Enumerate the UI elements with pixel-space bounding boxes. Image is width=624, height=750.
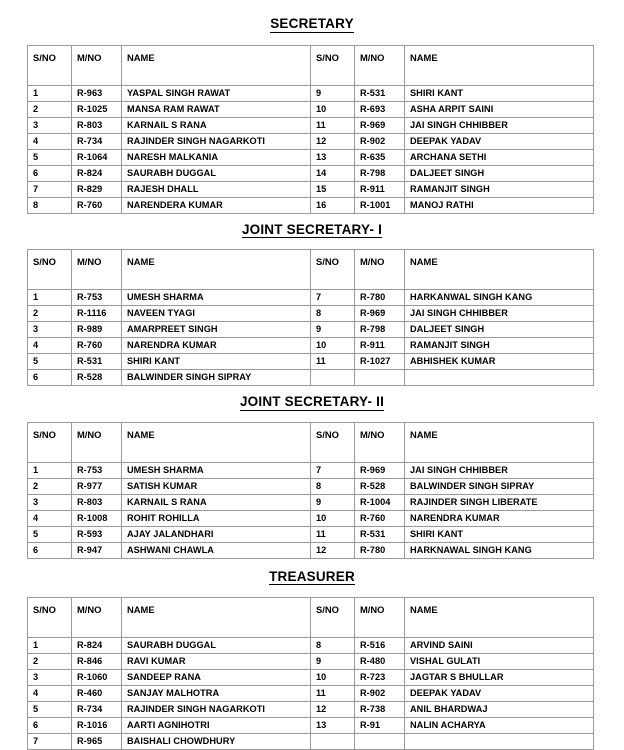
cell-sno2: 9 [311,494,355,510]
column-header-sno: S/NO [28,45,72,85]
cell-name: RAJESH DHALL [122,181,311,197]
column-header-name2: NAME [405,45,594,85]
cell-mno2: R-528 [355,478,405,494]
cell-sno: 4 [28,338,72,354]
cell-mno2: R-780 [355,290,405,306]
cell-name: RAJINDER SINGH NAGARKOTI [122,133,311,149]
cell-sno: 8 [28,197,72,213]
table-row [28,510,594,526]
table-header [28,422,594,462]
cell-name2: SHIRI KANT [405,526,594,542]
table-body [28,85,594,213]
section-title [0,559,624,598]
cell-sno: 4 [28,133,72,149]
cell-name: UMESH SHARMA [122,290,311,306]
cell-mno: R-1116 [72,306,122,322]
cell-mno2: R-969 [355,462,405,478]
cell-name: AJAY JALANDHARI [122,526,311,542]
column-header-name: NAME [122,422,311,462]
cell-mno: R-593 [72,526,122,542]
cell-sno: 1 [28,85,72,101]
cell-name2 [405,734,594,750]
table-header [28,598,594,638]
roster-table-joint-secretary-2 [27,422,594,559]
cell-mno2: R-780 [355,542,405,558]
table-row [28,133,594,149]
table-row [28,354,594,370]
cell-name2: JAGTAR S BHULLAR [405,670,594,686]
cell-mno2: R-902 [355,133,405,149]
cell-mno2: R-738 [355,702,405,718]
table-row [28,322,594,338]
table-row [28,526,594,542]
column-header-sno2: S/NO [311,422,355,462]
cell-sno2: 11 [311,354,355,370]
cell-sno2: 8 [311,306,355,322]
header-row [28,422,594,462]
header-row [28,45,594,85]
table-row [28,478,594,494]
cell-sno: 6 [28,718,72,734]
column-header-sno: S/NO [28,598,72,638]
cell-name2: DALJEET SINGH [405,165,594,181]
cell-name2 [405,370,594,386]
cell-sno2: 10 [311,510,355,526]
cell-mno: R-1025 [72,101,122,117]
cell-sno2: 7 [311,290,355,306]
table-row [28,686,594,702]
column-header-name: NAME [122,45,311,85]
cell-name2: BALWINDER SINGH SIPRAY [405,478,594,494]
cell-name2: VISHAL GULATI [405,654,594,670]
column-header-sno2: S/NO [311,250,355,290]
cell-sno: 7 [28,181,72,197]
table-row [28,702,594,718]
cell-name2: RAJINDER SINGH LIBERATE [405,494,594,510]
column-header-mno: M/NO [72,598,122,638]
section-title [0,386,624,422]
cell-name: ROHIT ROHILLA [122,510,311,526]
cell-sno: 1 [28,290,72,306]
table-row [28,197,594,213]
column-header-mno: M/NO [72,250,122,290]
cell-name: SANDEEP RANA [122,670,311,686]
cell-sno2: 10 [311,101,355,117]
cell-mno2: R-798 [355,165,405,181]
cell-name: RAJINDER SINGH NAGARKOTI [122,702,311,718]
cell-sno2: 13 [311,149,355,165]
cell-sno: 2 [28,654,72,670]
cell-name: NARESH MALKANIA [122,149,311,165]
cell-name: AARTI AGNIHOTRI [122,718,311,734]
cell-mno: R-1064 [72,149,122,165]
cell-mno: R-989 [72,322,122,338]
cell-mno2 [355,734,405,750]
cell-mno2: R-480 [355,654,405,670]
cell-name: SANJAY MALHOTRA [122,686,311,702]
cell-name2: ASHA ARPIT SAINI [405,101,594,117]
cell-sno2: 12 [311,133,355,149]
cell-sno2: 15 [311,181,355,197]
cell-sno: 2 [28,306,72,322]
header-row [28,250,594,290]
section-joint-secretary-2 [0,386,624,559]
cell-mno: R-829 [72,181,122,197]
cell-name2: DALJEET SINGH [405,322,594,338]
cell-sno: 2 [28,101,72,117]
cell-mno: R-803 [72,494,122,510]
cell-mno2: R-635 [355,149,405,165]
column-header-mno: M/NO [72,422,122,462]
table-row [28,462,594,478]
cell-mno: R-734 [72,702,122,718]
table-row [28,338,594,354]
cell-name2: HARKNAWAL SINGH KANG [405,542,594,558]
cell-mno2: R-969 [355,117,405,133]
cell-name2: ABHISHEK KUMAR [405,354,594,370]
table-row [28,542,594,558]
cell-sno2: 11 [311,526,355,542]
table-row [28,718,594,734]
section-title [0,214,624,250]
column-header-mno2: M/NO [355,598,405,638]
cell-sno: 5 [28,149,72,165]
cell-sno: 6 [28,370,72,386]
cell-mno: R-1060 [72,670,122,686]
cell-mno2: R-902 [355,686,405,702]
table-row [28,494,594,510]
roster-table-joint-secretary-1 [27,249,594,386]
cell-mno: R-977 [72,478,122,494]
cell-sno: 4 [28,510,72,526]
table-body [28,638,594,750]
column-header-sno2: S/NO [311,45,355,85]
cell-sno2: 9 [311,322,355,338]
cell-mno2: R-969 [355,306,405,322]
cell-mno2: R-723 [355,670,405,686]
table-row [28,290,594,306]
roster-table-treasurer [27,597,594,750]
section-title-text: SECRETARY [270,17,354,33]
cell-sno2: 10 [311,338,355,354]
cell-mno2: R-91 [355,718,405,734]
cell-name2: HARKANWAL SINGH KANG [405,290,594,306]
cell-mno: R-460 [72,686,122,702]
cell-mno2: R-1004 [355,494,405,510]
cell-name2: NALIN ACHARYA [405,718,594,734]
cell-name: NARENDERA KUMAR [122,197,311,213]
cell-mno: R-760 [72,197,122,213]
table-body [28,462,594,558]
cell-sno: 5 [28,702,72,718]
cell-mno2: R-1001 [355,197,405,213]
table-row [28,654,594,670]
cell-sno2: 16 [311,197,355,213]
cell-sno2: 8 [311,478,355,494]
table-body [28,290,594,386]
cell-name2: ARVIND SAINI [405,638,594,654]
table-row [28,370,594,386]
table-header [28,45,594,85]
cell-sno2: 14 [311,165,355,181]
table-row [28,165,594,181]
column-header-mno: M/NO [72,45,122,85]
cell-mno: R-1008 [72,510,122,526]
cell-name2: NARENDRA KUMAR [405,510,594,526]
table-row [28,149,594,165]
column-header-name2: NAME [405,250,594,290]
cell-mno2: R-911 [355,181,405,197]
cell-mno2: R-798 [355,322,405,338]
cell-sno2: 11 [311,117,355,133]
cell-sno: 3 [28,494,72,510]
cell-name: UMESH SHARMA [122,462,311,478]
cell-sno2: 12 [311,542,355,558]
cell-name: KARNAIL S RANA [122,117,311,133]
cell-sno2: 13 [311,718,355,734]
cell-name2: JAI SINGH CHHIBBER [405,306,594,322]
cell-name: BAISHALI CHOWDHURY [122,734,311,750]
cell-name2: DEEPAK YADAV [405,686,594,702]
cell-sno2: 7 [311,462,355,478]
section-secretary [0,0,624,214]
cell-sno: 3 [28,670,72,686]
cell-name: NARENDRA KUMAR [122,338,311,354]
cell-mno2: R-516 [355,638,405,654]
cell-mno2 [355,370,405,386]
cell-mno: R-528 [72,370,122,386]
section-title [0,0,624,45]
cell-sno: 1 [28,638,72,654]
cell-sno2: 9 [311,85,355,101]
cell-sno2: 9 [311,654,355,670]
cell-mno: R-803 [72,117,122,133]
cell-mno: R-760 [72,338,122,354]
column-header-name: NAME [122,598,311,638]
cell-mno: R-531 [72,354,122,370]
cell-name: SAURABH DUGGAL [122,638,311,654]
table-row [28,117,594,133]
column-header-sno2: S/NO [311,598,355,638]
header-row [28,598,594,638]
cell-mno: R-753 [72,290,122,306]
column-header-name2: NAME [405,422,594,462]
cell-mno2: R-1027 [355,354,405,370]
table-row [28,670,594,686]
cell-name: BALWINDER SINGH SIPRAY [122,370,311,386]
table-row [28,734,594,750]
table-row [28,85,594,101]
cell-mno: R-824 [72,165,122,181]
cell-mno: R-824 [72,638,122,654]
cell-sno: 6 [28,542,72,558]
cell-mno: R-947 [72,542,122,558]
cell-name2: DEEPAK YADAV [405,133,594,149]
cell-mno2: R-911 [355,338,405,354]
cell-sno: 5 [28,526,72,542]
cell-sno: 3 [28,117,72,133]
cell-name2: ANIL BHARDWAJ [405,702,594,718]
cell-name2: JAI SINGH CHHIBBER [405,117,594,133]
table-row [28,101,594,117]
cell-name: SAURABH DUGGAL [122,165,311,181]
cell-name: YASPAL SINGH RAWAT [122,85,311,101]
column-header-name2: NAME [405,598,594,638]
cell-mno: R-963 [72,85,122,101]
cell-mno: R-753 [72,462,122,478]
column-header-mno2: M/NO [355,250,405,290]
column-header-sno: S/NO [28,250,72,290]
column-header-name: NAME [122,250,311,290]
cell-mno2: R-531 [355,85,405,101]
section-joint-secretary-1 [0,214,624,387]
column-header-mno2: M/NO [355,422,405,462]
cell-name2: MANOJ RATHI [405,197,594,213]
cell-sno: 6 [28,165,72,181]
table-row [28,638,594,654]
cell-name: MANSA RAM RAWAT [122,101,311,117]
cell-name2: ARCHANA SETHI [405,149,594,165]
table-row [28,181,594,197]
cell-name2: SHIRI KANT [405,85,594,101]
cell-name: ASHWANI CHAWLA [122,542,311,558]
cell-name: AMARPREET SINGH [122,322,311,338]
cell-mno: R-734 [72,133,122,149]
cell-sno2: 12 [311,702,355,718]
table-row [28,306,594,322]
cell-name2: RAMANJIT SINGH [405,338,594,354]
cell-name: SATISH KUMAR [122,478,311,494]
cell-mno: R-1016 [72,718,122,734]
cell-name: KARNAIL S RANA [122,494,311,510]
cell-mno: R-965 [72,734,122,750]
cell-mno2: R-531 [355,526,405,542]
cell-name: SHIRI KANT [122,354,311,370]
section-title-text: JOINT SECRETARY- I [242,223,382,239]
cell-mno2: R-760 [355,510,405,526]
section-treasurer [0,559,624,750]
cell-sno: 4 [28,686,72,702]
section-title-text: JOINT SECRETARY- II [240,395,384,411]
cell-sno2 [311,370,355,386]
cell-sno2: 11 [311,686,355,702]
column-header-mno2: M/NO [355,45,405,85]
cell-sno: 1 [28,462,72,478]
column-header-sno: S/NO [28,422,72,462]
cell-mno2: R-693 [355,101,405,117]
cell-sno: 5 [28,354,72,370]
cell-sno: 7 [28,734,72,750]
cell-sno: 3 [28,322,72,338]
cell-sno2: 10 [311,670,355,686]
section-title-text: TREASURER [269,570,355,586]
cell-sno2: 8 [311,638,355,654]
cell-sno2 [311,734,355,750]
table-header [28,250,594,290]
cell-mno: R-846 [72,654,122,670]
cell-sno: 2 [28,478,72,494]
roster-table-secretary [27,45,594,214]
cell-name: NAVEEN TYAGI [122,306,311,322]
cell-name2: JAI SINGH CHHIBBER [405,462,594,478]
cell-name2: RAMANJIT SINGH [405,181,594,197]
cell-name: RAVI KUMAR [122,654,311,670]
